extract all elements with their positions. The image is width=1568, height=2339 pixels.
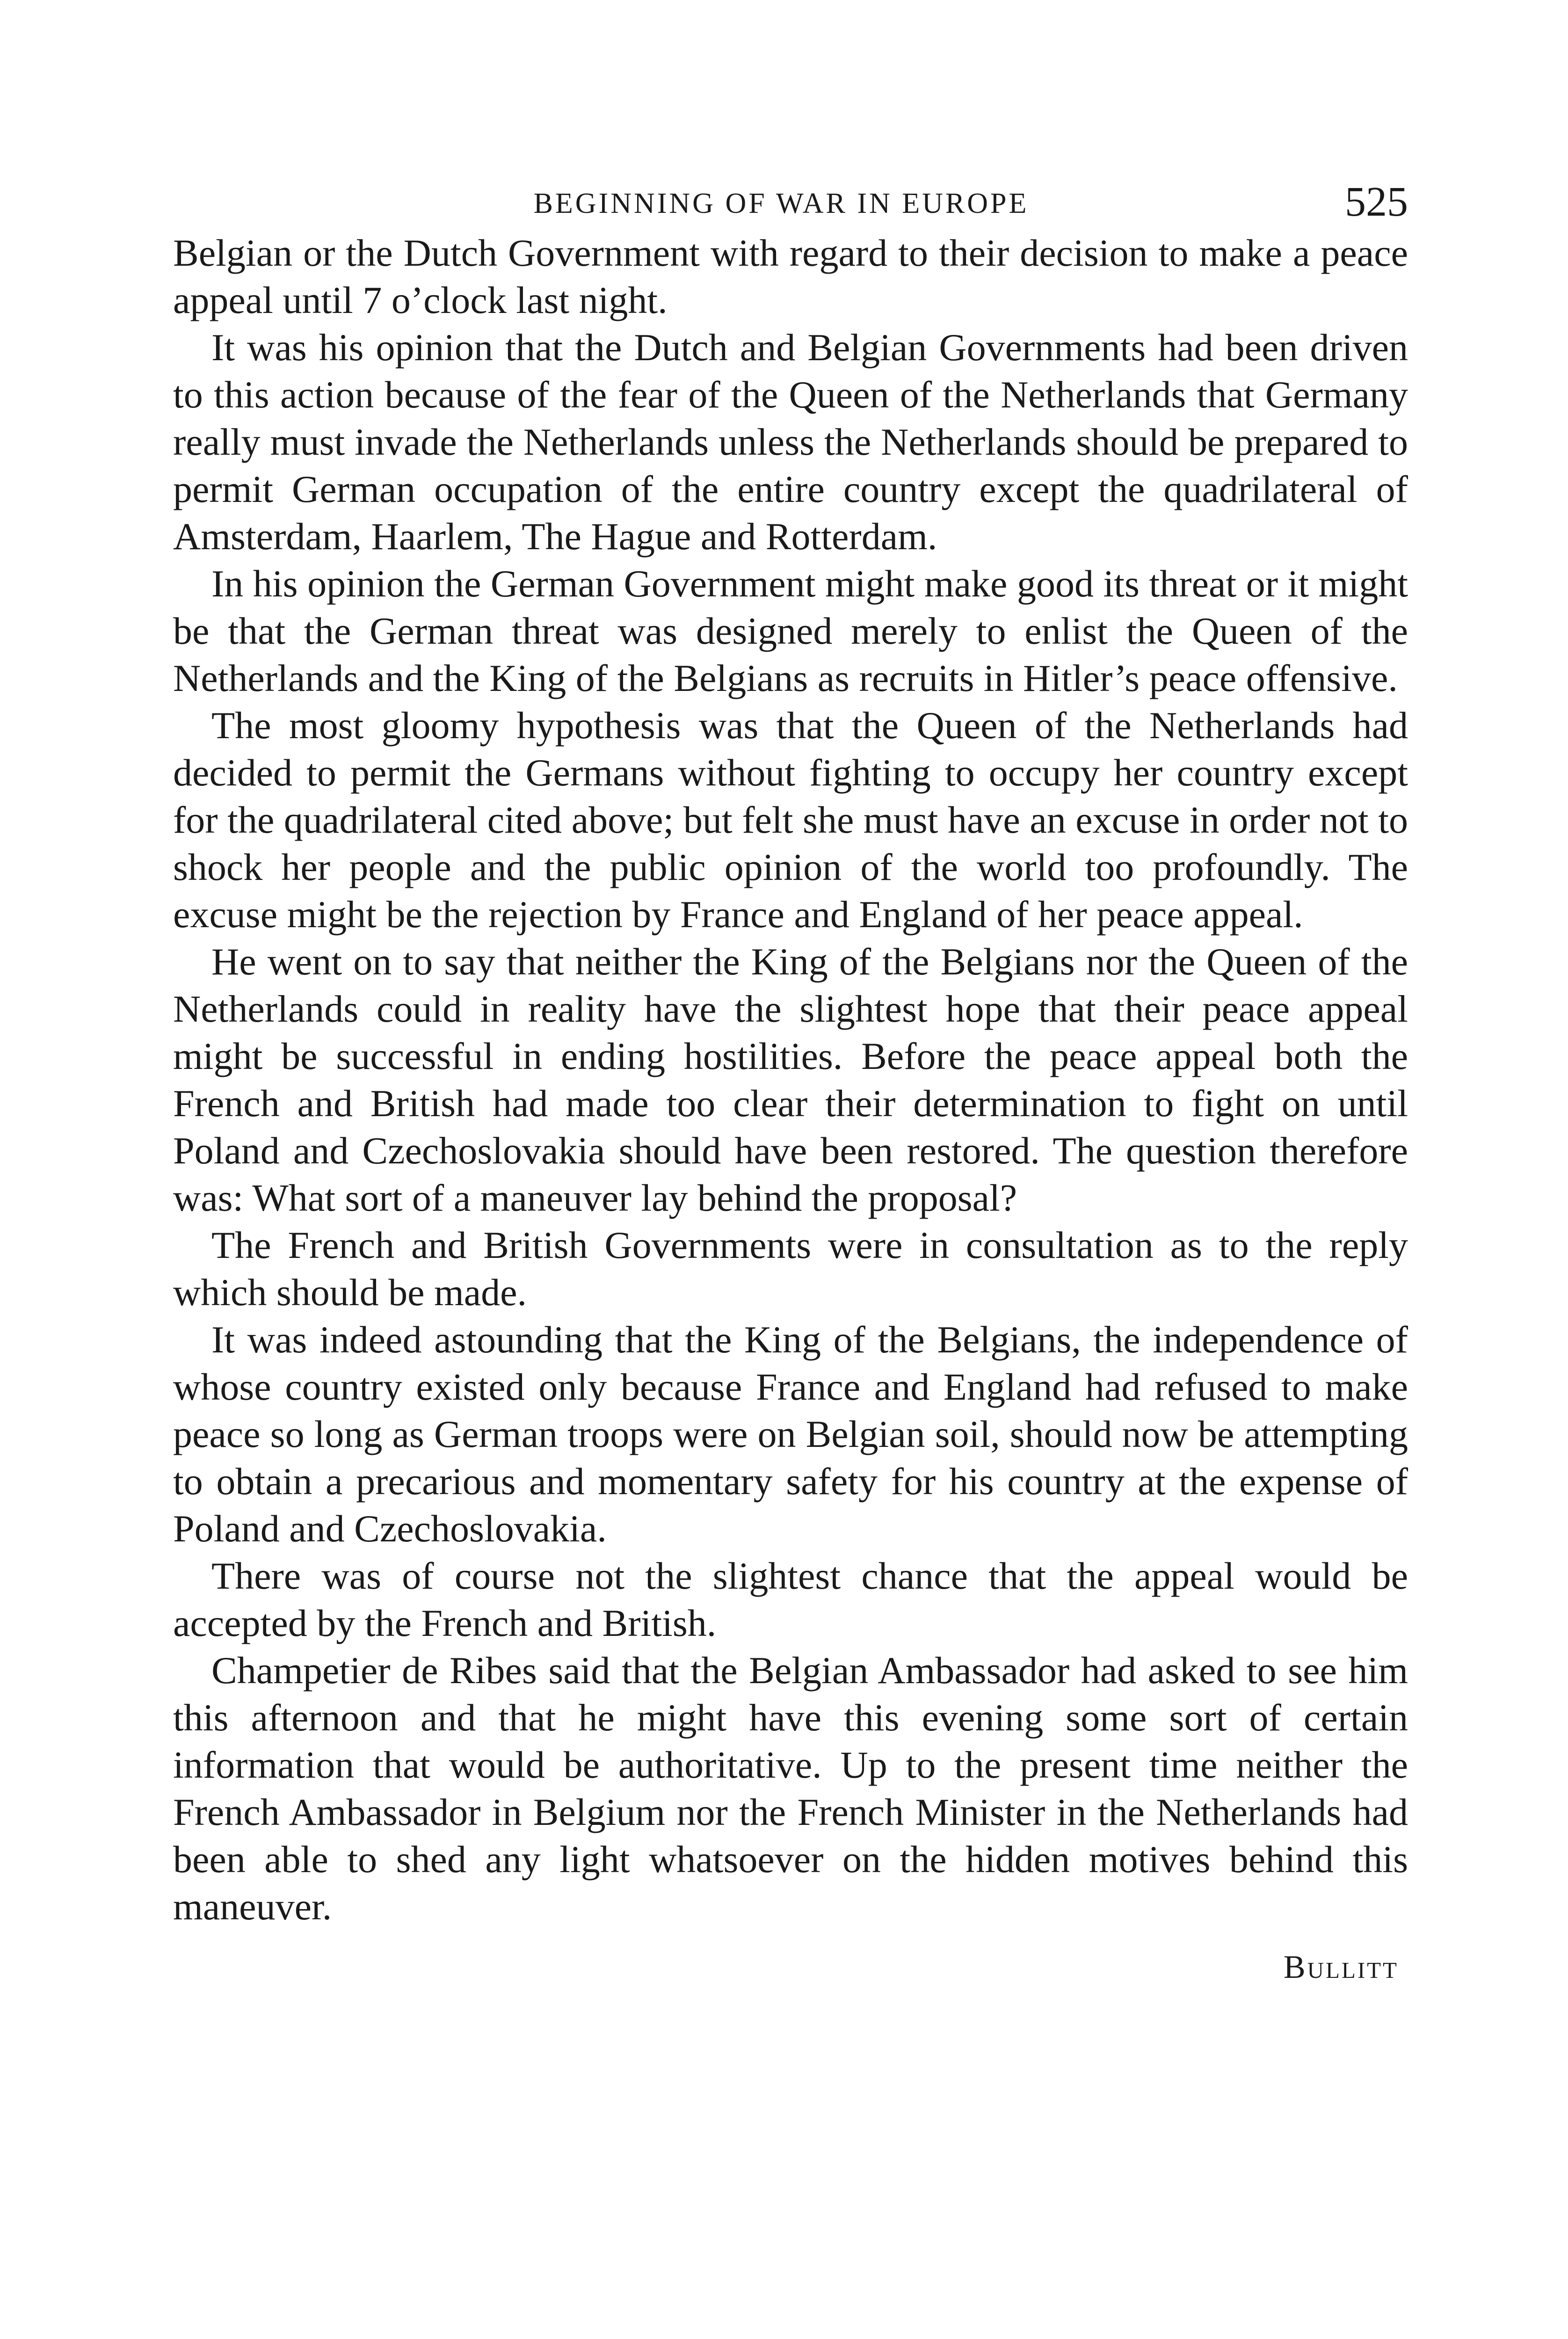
paragraph-continued: Belgian or the Dutch Government with regard to their decision to make a peace appeal until 7 o’clock last night.: [173, 232, 1408, 321]
paragraph: The French and British Governments were in consultation as to the reply which should be made.: [173, 1224, 1408, 1314]
paragraph: It was his opinion that the Dutch and Belgian Governments had been driven to this action because of the fear of the Queen of the Netherlands that Germany really must invade the Netherlands unless the Netherlands should be prepared to permit German occupation of the entire country except the quadrilateral of Amsterdam, Haarlem, The Hague and Rotterdam.: [173, 326, 1408, 558]
body-text: [173, 229, 1408, 1930]
paragraph: The most gloomy hypothesis was that the Queen of the Netherlands had decided to permit the Germans without fighting to occupy her country except for the quadrilateral cited above; but felt she must have an excuse in order not to shock her people and the public opinion of the world too profoundly. The excuse might be the rejection by France and England of her peace appeal.: [173, 704, 1408, 936]
paragraph: It was indeed astounding that the King of the Belgians, the independence of whose country existed only because France and England had refused to make peace so long as German troops were on Belgian soil, should now be attempting to obtain a precarious and momentary safety for his country at the expense of Poland and Czechoslovakia.: [173, 1318, 1408, 1550]
paragraph: Champetier de Ribes said that the Belgian Ambassador had asked to see him this afternoon and that he might have this evening some sort of certain information that would be authoritative. Up to the present time neither the French Ambassador in Belgium nor the French Minister in the Netherlands had been able to shed any light whatsoever on the hidden motives behind this maneuver.: [173, 1649, 1408, 1928]
signature: Bullitt: [1283, 1949, 1399, 1985]
paragraph: In his opinion the German Government might make good its threat or it might be that the German threat was designed merely to enlist the Queen of the Netherlands and the King of the Belgians as recruits in Hitler’s peace offensive.: [173, 562, 1408, 699]
running-title: BEGINNING OF WAR IN EUROPE: [533, 188, 1029, 219]
document-page: [173, 178, 1408, 1986]
page-number: 525: [1345, 179, 1408, 225]
paragraph: There was of course not the slightest chance that the appeal would be accepted by the French and British.: [173, 1554, 1408, 1644]
paragraph: He went on to say that neither the King of the Belgians nor the Queen of the Netherlands could in reality have the slightest hope that their peace appeal might be successful in ending hostilities. Before the peace appeal both the French and British had made too clear their determination to fight on until Poland and Czechoslovakia should have been restored. The question therefore was: What sort of a maneuver lay behind the proposal?: [173, 940, 1408, 1219]
running-head: [173, 178, 1408, 229]
